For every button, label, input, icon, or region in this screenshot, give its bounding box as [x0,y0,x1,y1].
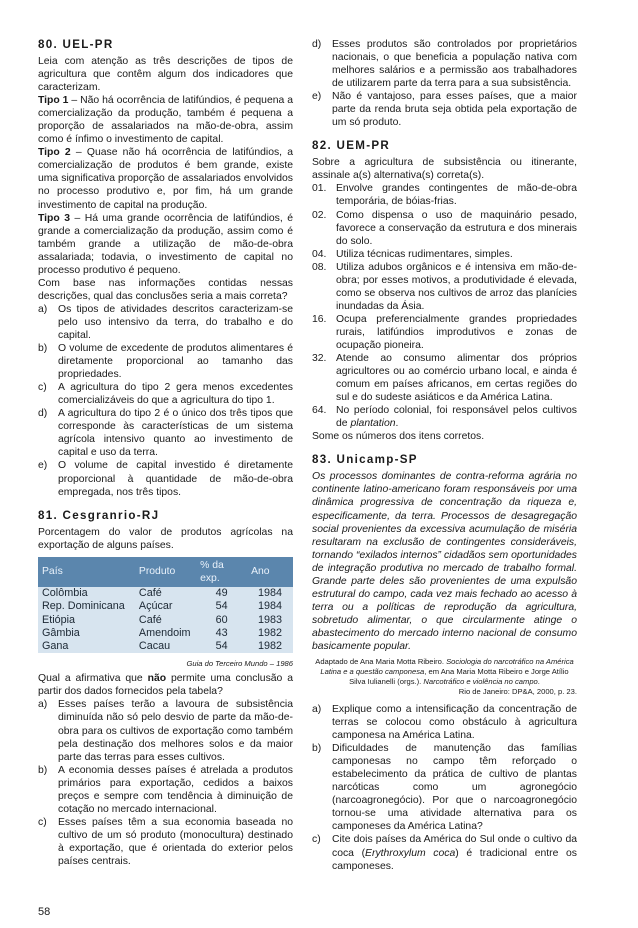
option-text: Esses países terão a lavoura de subsistência diminuída não só pelo desvio de parte da mão-de-obra para os cultivos de exportação como também pela destinação dos melhores solos e da maior parte das terras para esses cultivos. [58,699,293,763]
tipo2-label: Tipo 2 [38,147,71,159]
option-key: b) [312,743,322,755]
option-item[interactable] [38,816,293,868]
option-text: Dificuldades de manutenção das famílias camponesas no campo têm reforçado o estabelecimento da prática de cultivo de plantas narcóticas como um agronegócio (narcoagronegócio). Por que o narcoagronegócio tornou-se uma atividade alternativa para os camponeses da América Latina? [332,743,577,833]
option-key: c) [38,382,47,394]
list-item[interactable] [312,352,577,404]
right-column [312,38,577,873]
q80-question: Com base nas informações contidas nessas descrições, qual das conclusões seria a mais correta? [38,277,293,302]
item-text: Atende ao consumo alimentar dos próprios agricultores ou ao comércio urbano local, e ainda é comum em países africanos, em certas regiões do sul e do sudeste asiáticos e da América Latina. [336,353,577,404]
table-row [38,640,293,653]
option-text: Esses países têm a sua economia baseada no cultivo de um só produto (monocultura) destinado à exportação, que é orientada do exterior pelos países centrais. [58,816,293,867]
item-key: 16. [312,313,327,325]
table-row [38,613,293,626]
item64-post: . [395,418,399,430]
option-item[interactable] [312,742,577,833]
credit-part: , em Ana Maria Motta Ribeiro e Jorge Atílio Silva Iulianelli (orgs.). [349,667,569,687]
option-item[interactable] [38,342,293,381]
q81-question [38,672,293,698]
option-text: Explique como a intensificação da concentração de terras se colocou como obstáculo à agricultura camponesa na América Latina. [332,704,577,742]
item-key: 64. [312,405,327,417]
option-key: a) [312,704,322,716]
item-key: 32. [312,353,327,365]
q83-quote: Os processos dominantes de contra-reforma agrária no continente latino-americano foram responsáveis por uma dinâmica progressiva de concentração da riqueza e, especificamente, da terra. Processos de desagregação social provenientes da excessiva acumulação de miséria resultaram na exclusão de contingentes consideráveis, tornando “exilados internos” cidadãos sem oportunidades de integração produtiva no mercado de trabalho formal. Grande parte deles são provenientes de uma expulsão estrutural do campo, cada vez mais fechado ao acesso à terra ou a políticas de reprodução da agricultura, sobretudo alimentar, o que circularmente atinge o abastecimento do mercado interno nacional de consumo basicamente popular. [312,471,577,652]
option-text: Não é vantajoso, para esses países, que a maior parte da renda bruta seja obtida pela exportação de um só produto. [332,91,577,129]
option-item[interactable] [312,38,577,90]
q81-question-pre: Qual a afirmativa que [38,673,148,685]
cell-pais: Gâmbia [42,626,80,639]
item64-ital: plantation [350,418,396,430]
list-item[interactable] [312,404,577,430]
cell-pais: Gana [42,640,69,653]
credit-part: . [537,677,540,687]
cell-ano: 1984 [258,600,283,613]
col-header-pais: País [38,557,135,587]
q81-intro: Porcentagem do valor de produtos agrícolas na exportação de alguns países. [38,526,293,551]
tipo1-text: – Não há ocorrência de latifúndios, é pequena a comercialização da produção, também é pequena a proporção de assalariados na mão-de-obra, assim como é ínfimo o investimento de capital. [38,95,293,146]
cell-percent: 60 [215,613,228,626]
option-item[interactable] [38,381,293,407]
option-key: e) [38,460,48,472]
cell-produto: Café [138,613,162,626]
q80-intro: Leia com atenção as três descrições de tipos de agricultura que contêm algum dos indicadores que caracterizam. [38,56,293,94]
cell-ano: 1982 [258,626,283,639]
item-text: Ocupa preferencialmente grandes propriedades rurais, latifúndios improdutivos e zonas de ocupação pioneira. [336,313,577,351]
list-item[interactable] [312,182,577,208]
export-table [38,557,293,654]
tipo1-label: Tipo 1 [38,95,69,107]
credit-part: Narcotráfico e violência no campo [423,677,538,687]
cell-produto: Café [138,586,162,599]
q82-items [312,182,577,430]
cell-percent: 49 [215,586,228,599]
q83-items [312,703,577,873]
list-item[interactable] [312,261,577,313]
q83-heading: 83. Unicamp-SP [312,453,418,467]
q82-heading: 82. UEM-PR [312,139,391,153]
option-key: b) [38,764,48,776]
item-text: Como dispensa o uso de maquinário pesado, favorece a conservação da estrutura e dos minerais do solo. [336,209,577,247]
table-row [38,600,293,613]
list-item[interactable] [312,313,577,352]
q80-tipo2 [38,146,293,211]
item-key: 02. [312,209,327,221]
option-key: c) [312,834,321,846]
item64-pre: No período colonial, foi responsável pelos cultivos de [336,405,577,430]
cell-percent: 54 [215,600,228,613]
col-header-produto: Produto [135,557,196,587]
item-c-ital: Erythroxylum coca [365,847,456,859]
option-key: c) [38,816,47,828]
cell-ano: 1984 [258,586,283,599]
option-text: Esses produtos são controlados por proprietários nacionais, o que beneficia a população nativa com melhores salários e a permissão aos trabalhadores de utilizarem parte da terra para a sua subsistência. [332,39,577,90]
page-number: 58 [38,906,51,918]
option-item[interactable] [38,698,293,763]
option-text [332,833,577,872]
q80-options [38,303,293,499]
cell-percent: 54 [215,640,228,653]
q81-options-continued [312,38,577,129]
table-row [38,587,293,600]
q81-heading: 81. Cesgranrio-RJ [38,508,160,522]
item-key: 01. [312,183,327,195]
col-header-percent: % da exp. [196,557,247,587]
q80-tipo3 [38,212,293,277]
cell-ano: 1982 [258,640,283,653]
spacer [38,499,293,509]
option-key: e) [312,91,322,103]
list-item[interactable] [312,248,577,261]
option-item[interactable] [38,764,293,816]
spacer [312,129,577,139]
table-header-row [38,557,293,587]
tipo2-text: – Quase não há ocorrência de latifúndios, a comercialização de produtos é bem grande, existe uma significativa proporção de assalariados envolvidos no processo produtivo e, por fim, há um grande investimento de capital na produção. [38,147,294,211]
tipo3-text: – Há uma grande ocorrência de latifúndios, é grande a comercialização da produção, assim como é também grande a utilização de mão-de-obra assalariada; todavia, o investimento de capital no processo produtivo é pequeno. [38,212,293,276]
option-item[interactable] [312,703,577,742]
option-item[interactable] [38,407,293,459]
option-text: Os tipos de atividades descritos caracterizam-se pelo uso intensivo da terra, do trabalho e do capital. [58,303,293,341]
q81-question-post: permite uma conclusão a partir dos dados fornecidos pela tabela? [38,673,293,698]
q82-closing: Some os números dos itens corretos. [312,431,485,443]
cell-produto: Açúcar [138,600,173,613]
q81-options [38,698,293,868]
option-text: O volume de excedente de produtos alimentares é diretamente proporcional ao tamanho das propriedades. [58,343,293,381]
cell-pais: Etiópia [42,613,76,626]
cell-produto: Amendoim [138,626,191,639]
cell-percent: 43 [215,626,228,639]
spacer [312,443,577,453]
cell-pais: Rep. Dominicana [42,600,125,613]
q82-intro: Sobre a agricultura de subsistência ou itinerante, assinale a(s) alternativa(s) correta(s). [312,157,577,182]
option-item[interactable] [312,833,577,872]
item-text: Envolve grandes contingentes de mão-de-obra temporária, de bóias-frias. [336,183,577,208]
option-key: a) [38,303,48,315]
item-key: 08. [312,261,327,273]
option-key: b) [38,343,48,355]
cell-pais: Colômbia [42,586,88,599]
option-item[interactable] [38,303,293,342]
option-key: d) [38,408,48,420]
option-key: d) [312,39,322,50]
credit-part: Sociologia do narcotráfico na América Latina e a questão camponesa [320,657,574,677]
table-row [38,627,293,640]
q83-credit [312,657,577,697]
q80-heading: 80. UEL-PR [38,38,114,51]
credit-publisher: Rio de Janeiro: DP&A, 2000, p. 23. [458,687,577,697]
option-key: a) [38,699,48,711]
q81-question-bold: não [147,673,167,685]
option-text: A agricultura do tipo 2 gera menos excedentes comercializáveis do que a agricultura do tipo 1. [58,382,293,407]
q80-tipo1 [38,94,293,146]
table-source: Guia do Terceiro Mundo – 1986 [186,659,293,669]
cell-ano: 1983 [258,613,283,626]
option-item[interactable] [38,459,293,498]
option-item[interactable] [312,90,577,129]
item-text: Utiliza técnicas rudimentares, simples. [336,248,513,260]
col-header-ano: Ano [247,557,293,587]
option-text: A agricultura do tipo 2 é o único dos três tipos que corresponde às características de um sistema agrícola intensivo quanto ao investimento de capital e uso da terra. [58,408,293,459]
item-c-post: ) é tradicional entre os camponeses. [332,847,578,872]
item-text: Utiliza adubos orgânicos e é intensiva em mão-de-obra; por esses motivos, a produtividade é elevada, como se observa nos cultivos de arroz das planícies inundadas da Ásia. [336,261,577,312]
credit-part: Adaptado de Ana Maria Motta Ribeiro. [315,657,447,667]
list-item[interactable] [312,209,577,248]
item-key: 04. [312,248,327,260]
option-text: O volume de capital investido é diretamente proporcional à quantidade de mão-de-obra empregada, nos três tipos. [58,460,293,498]
left-column [38,38,293,868]
item-text [336,404,577,430]
tipo3-label: Tipo 3 [38,212,70,224]
item-c-pre: Cite dois países da América do Sul onde o cultivo da coca ( [332,834,577,859]
option-text: A economia desses países é atrelada a produtos primários para exportação, cedidos a baixos preços e sempre com tendência à diminuição de cotação no mercado internacional. [58,764,293,815]
cell-produto: Cacau [138,640,171,653]
